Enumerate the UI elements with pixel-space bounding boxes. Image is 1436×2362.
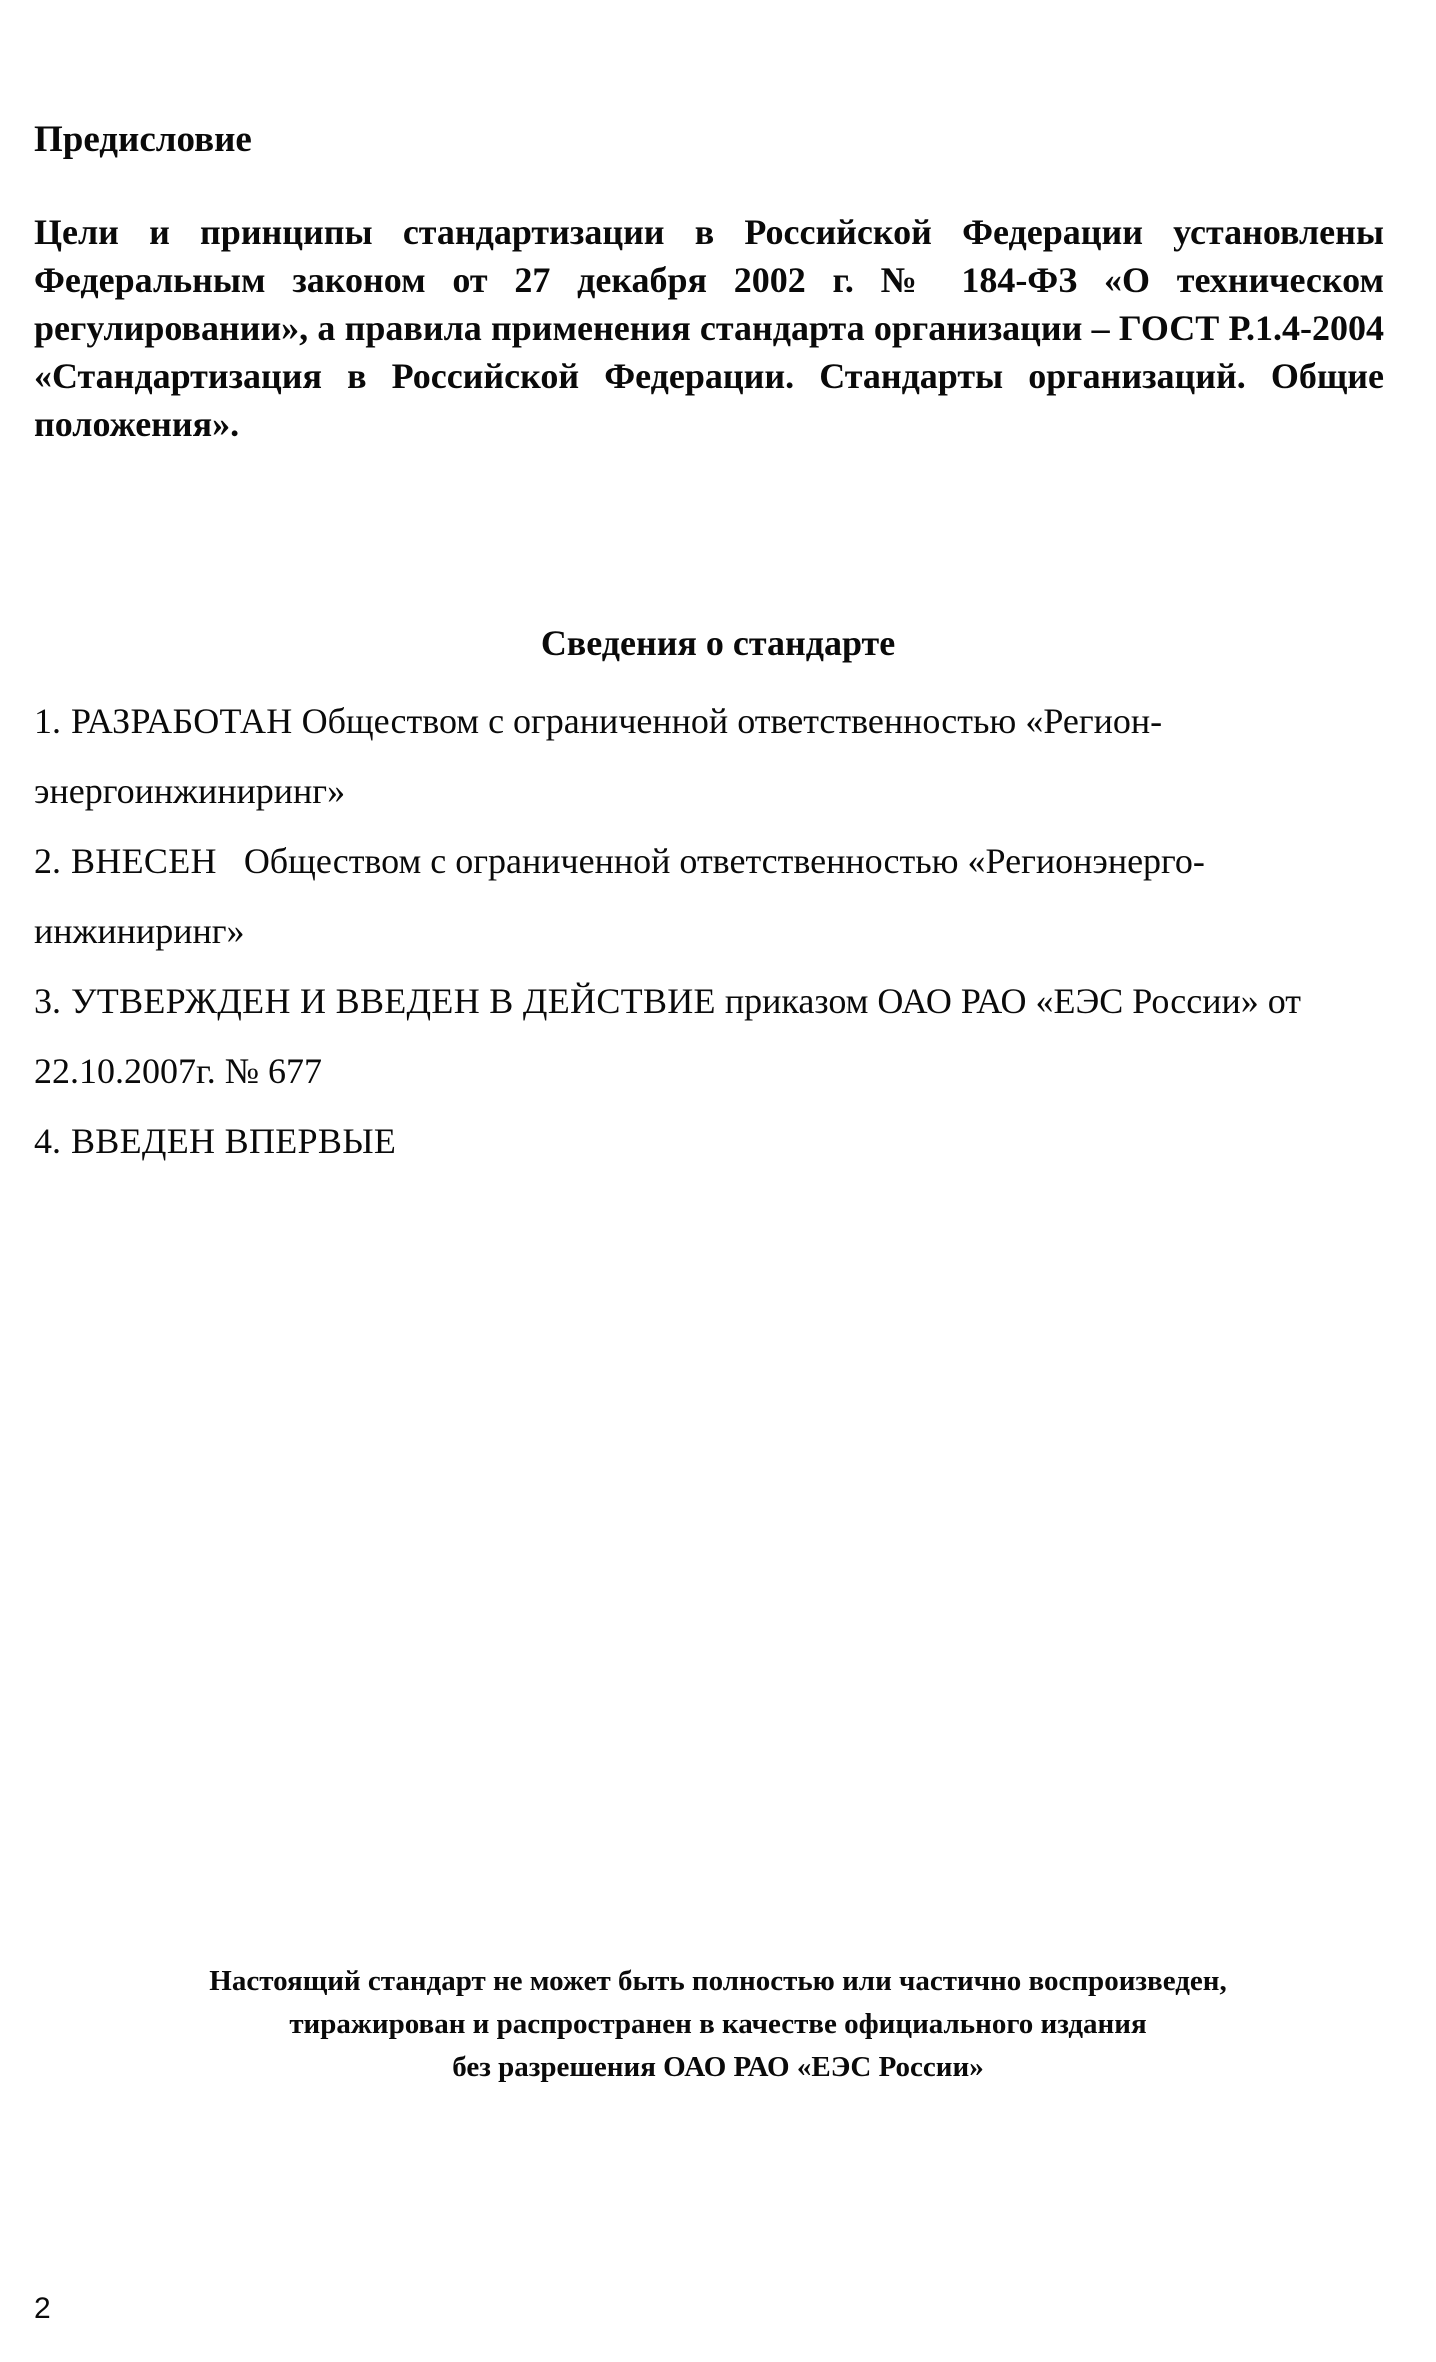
item-number: 3. (34, 981, 61, 1021)
standard-info-item-1 (34, 686, 1354, 826)
copyright-line-1: Настоящий стандарт не может быть полностью или частично воспроизведен, (209, 1965, 1227, 1997)
standard-info-item-3 (34, 966, 1354, 1106)
item-keyword: ВВЕДЕН ВПЕРВЫЕ (71, 1121, 397, 1161)
item-keyword: РАЗРАБОТАН (71, 701, 293, 741)
item-text: Обществом с ограниченной ответственностью «Регионэнерго-инжиниринг» (34, 841, 1205, 951)
preface-paragraph: Цели и принципы стандартизации в Российской Федерации установлены Федеральным законом от 27 декабря 2002 г. № 184-ФЗ «О техническом регулировании», а правила применения стандарта организации – ГОСТ Р.1.4-2004 «Стандартизация в Российской Федерации. Стандарты организаций. Общие положения». (34, 212, 1384, 444)
item-number: 4. (34, 1121, 61, 1161)
page-number: 2 (34, 2292, 51, 2325)
standard-info-title: Сведения о стандарте (540, 623, 896, 663)
copyright-notice (0, 1960, 1436, 2089)
copyright-line-3: без разрешения ОАО РАО «ЕЭС России» (452, 2051, 984, 2083)
standard-info-item-4 (34, 1106, 1354, 1176)
item-number: 2. (34, 841, 61, 881)
item-text: Обществом с ограниченной ответственностью «Регион-энергоинжиниринг» (34, 701, 1163, 811)
copyright-line-2: тиражирован и распространен в качестве официального издания (289, 2008, 1147, 2040)
item-number: 1. (34, 701, 61, 741)
item-text: приказом ОАО РАО «ЕЭС России» от 22.10.2007г. № 677 (34, 981, 1301, 1091)
preface-title: Предисловие (34, 119, 252, 160)
standard-info-item-2 (34, 826, 1354, 966)
standard-info-list (34, 686, 1354, 1176)
item-keyword: УТВЕРЖДЕН И ВВЕДЕН В ДЕЙСТВИЕ (71, 981, 716, 1021)
item-keyword: ВНЕСЕН (71, 841, 217, 881)
